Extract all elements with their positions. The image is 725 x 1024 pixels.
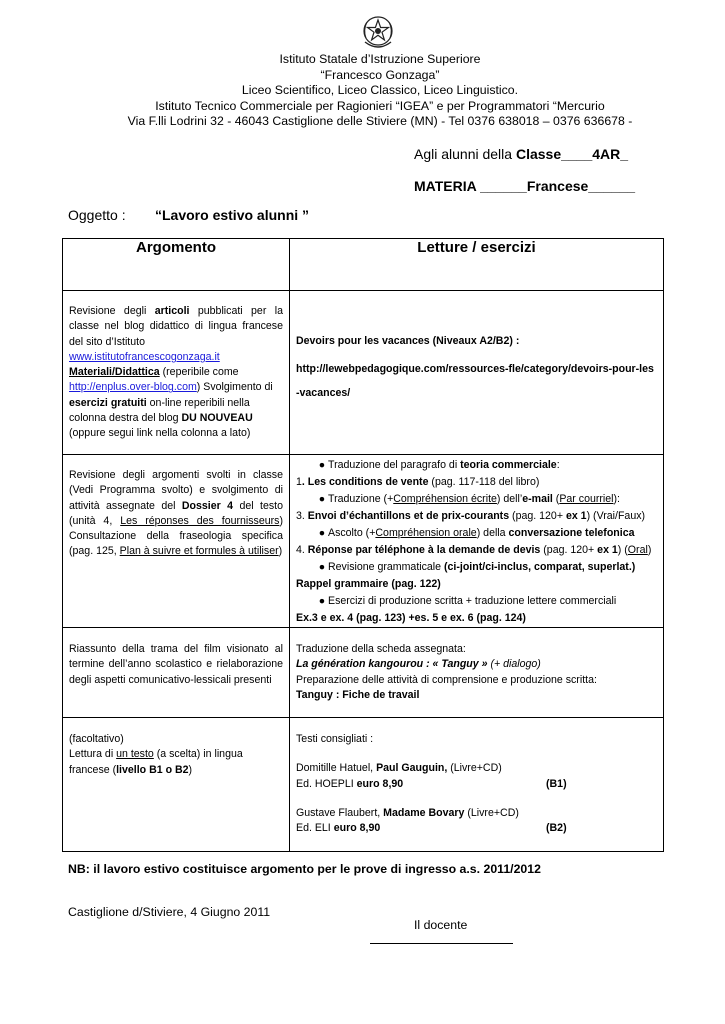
text-underline: Plan à suivre et formules à utiliser [119, 545, 279, 558]
recipient-class [414, 146, 628, 162]
text: Revisione degli argomenti svolti in classe (Vedi Programma svolto) e svolgimento di attività assegnate del [69, 469, 283, 512]
row1-letture [290, 291, 664, 455]
text-underline: Les réponses des fournisseurs [120, 514, 280, 527]
text: (Livre+CD) [464, 806, 519, 819]
text: Preparazione delle attività di comprensione e produzione scritta: [296, 673, 597, 686]
subject-line [68, 207, 310, 223]
text-bold: euro 8,90 [333, 822, 381, 835]
subject-value: MATERIA ______Francese______ [414, 178, 636, 194]
text: 3. [296, 510, 308, 522]
text: 4. [296, 544, 308, 556]
text-bold: . Les conditions de vente [301, 476, 429, 488]
text-underline: Oral [627, 544, 648, 556]
text: Traduzione (+ [328, 493, 394, 505]
text: Ed. ELI [296, 822, 334, 835]
text: ): [613, 493, 620, 505]
row2-letture [290, 455, 664, 628]
table-header-row [63, 239, 664, 291]
text-bold: Tanguy : Fiche de travail [296, 688, 420, 701]
text-bold: teoria commerciale [460, 459, 557, 471]
recipient-subject [414, 178, 635, 194]
text: ) [188, 763, 193, 776]
school-site-link[interactable]: www.istitutofrancescogonzaga.it [69, 350, 220, 363]
text-bold: Paul Gauguin, [376, 762, 448, 775]
bullet-icon: ● [318, 561, 326, 573]
text-bold: Ex.3 e ex. 4 (pag. 123) +es. 5 e ex. 6 (pag. 124) [296, 612, 526, 624]
text-bold: Devoirs pour les vacances (Niveaux A2/B2) : [296, 335, 520, 347]
text-underline: Par courriel [559, 493, 614, 505]
nb-note: NB: il lavoro estivo costituisce argomento per le prove di ingresso a.s. 2011/2012 [68, 862, 541, 876]
place-date: Castiglione d/Stiviere, 4 Giugno 2011 [68, 905, 271, 919]
row3-argomento: Riassunto della trama del film visionato al termine dell’anno scolastico e rielaborazione degli aspetti comunicativo-lessicali presenti [63, 628, 290, 718]
text: Esercizi di produzione scritta + traduzione lettere commerciali [328, 595, 617, 607]
text-bold: DU NOUVEAU [181, 412, 253, 425]
text-bold: euro 8,90 [356, 777, 404, 790]
text-bold-italic: La génération kangourou : « Tanguy » [296, 658, 488, 671]
recipient-class-value: Classe____4AR_ [515, 146, 629, 162]
text: ( [552, 493, 560, 505]
assignments-table [62, 238, 664, 852]
text: Testi consigliati : [296, 733, 374, 745]
text-bold: ex 1 [597, 544, 618, 556]
row3-letture [290, 628, 664, 718]
school-header [0, 52, 725, 130]
text: : [556, 459, 560, 471]
text: (pag. 120+ [509, 510, 566, 522]
text: Gustave Flaubert, [296, 806, 384, 819]
text-bold: Réponse par téléphone à la demande de devis [307, 544, 541, 556]
blog-link[interactable]: http://enplus.over-blog.com [69, 381, 197, 394]
text: (reperibile come [159, 366, 239, 379]
column-header-argomento: Argomento [63, 239, 290, 291]
text-bold: Dossier 4 [181, 499, 234, 512]
table-row [63, 455, 664, 628]
text-bold: conversazione telefonica [508, 527, 635, 539]
text: Revisione grammaticale [328, 561, 444, 573]
text-italic: (+ dialogo) [487, 658, 541, 671]
text: ) (Vrai/Faux) [586, 510, 646, 522]
text: Traduzione della scheda assegnata: [296, 643, 466, 655]
header-line-5: Via F.lli Lodrini 32 - 46043 Castiglione delle Stiviere (MN) - Tel 0376 638018 – 0376 636678 - [127, 114, 633, 129]
table-row [63, 718, 664, 852]
text: francese ( [69, 763, 117, 776]
text-bold: Rappel grammaire (pag. 122) [296, 578, 441, 590]
text: del testo (unità 4, [69, 499, 283, 527]
text: Lettura di [69, 748, 117, 761]
table-row [63, 291, 664, 455]
text-bold: Envoi d’échantillons et de prix-courants [307, 510, 510, 522]
bullet-icon: ● [318, 595, 326, 607]
recipient-prefix: Agli alunni della [414, 146, 516, 162]
text: ) Svolgimento di [196, 381, 273, 394]
text-bold: Madame Bovary [383, 806, 465, 819]
level-b2: (B2) [546, 822, 567, 835]
text: (a scelta) in lingua [153, 748, 243, 761]
text: Domitille Hatuel, [296, 762, 377, 775]
text: (oppure segui link nella colonna a lato) [69, 427, 251, 440]
text: ) della [476, 527, 509, 539]
header-line-3: Liceo Scientifico, Liceo Classico, Liceo Linguistico. [241, 83, 519, 98]
text: Revisione degli [69, 305, 155, 317]
header-line-4: Istituto Tecnico Commerciale per Ragionieri “IGEA” e per Programmatori “Mercurio [155, 98, 605, 113]
text-underline: Compréhension écrite [393, 493, 497, 505]
text: Ascolto (+ [328, 527, 376, 539]
header-line-1: Istituto Statale d’Istruzione Superiore [279, 52, 481, 66]
row2-argomento [63, 455, 290, 628]
level-b1: (B1) [546, 777, 567, 790]
text: (pag. 120+ [540, 544, 598, 556]
text: 1 [296, 476, 302, 488]
text-bold: livello B1 o B2 [116, 763, 189, 776]
text: (Livre+CD) [447, 762, 502, 775]
text-underline: Compréhension orale [375, 527, 477, 539]
text: ) [278, 545, 283, 558]
row4-letture [290, 718, 664, 852]
text-bold: e-mail [522, 493, 553, 505]
text-bold: (ci-joint/ci-inclus, comparat, superlat.) [444, 561, 636, 573]
text-bold: articoli [154, 305, 190, 317]
text: Ed. HOEPLI [296, 777, 357, 790]
text: (facoltativo) [69, 733, 124, 745]
row4-argomento [63, 718, 290, 852]
text: pubblicati per la classe nel blog didattico di lingua francese del sito d’Istituto [69, 305, 283, 348]
text: ) ( [617, 544, 628, 556]
table-row [63, 628, 664, 718]
header-line-2: “Francesco Gonzaga” [320, 67, 440, 82]
text-bold: esercizi gratuiti [69, 396, 147, 409]
text: Traduzione del paragrafo di [328, 459, 461, 471]
text-underline: un testo [116, 748, 154, 761]
text-bold: Materiali/Didattica [69, 366, 160, 379]
subject-text: “Lavoro estivo alunni ” [155, 207, 310, 223]
text: ) [647, 544, 652, 556]
signature-line [370, 943, 513, 944]
text-bold: ex 1 [565, 510, 587, 522]
text: (pag. 117-118 del libro) [428, 476, 540, 488]
text: ) dell’ [496, 493, 523, 505]
bullet-icon: ● [318, 493, 326, 505]
row1-argomento [63, 291, 290, 455]
italian-republic-emblem-icon [361, 14, 395, 50]
bullet-icon: ● [318, 459, 326, 471]
column-header-letture: Letture / esercizi [290, 239, 664, 291]
subject-label: Oggetto : [68, 207, 126, 223]
text: ) Consultazione della fraseologia specifica (pag. 125, [69, 514, 283, 558]
teacher-label: Il docente [414, 918, 468, 932]
text: on-line reperibili nella colonna destra del blog [69, 396, 250, 425]
bullet-icon: ● [318, 527, 326, 539]
devoirs-url-text: http://lewebpedagogique.com/ressources-fle/category/devoirs-pour-les-vacances/ [296, 363, 654, 399]
